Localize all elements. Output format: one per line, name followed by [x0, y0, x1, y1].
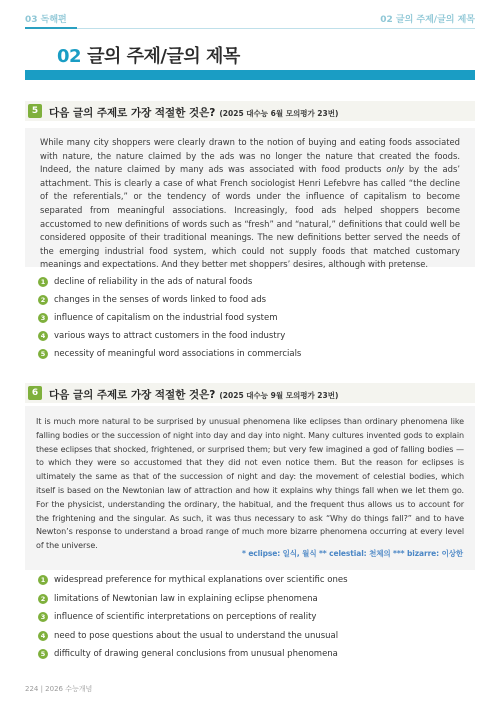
answer-choice[interactable]: [38, 575, 348, 594]
choice-number: 3: [38, 612, 48, 622]
choice-number: 2: [38, 594, 48, 604]
answer-choice[interactable]: [38, 331, 301, 349]
answer-choice[interactable]: [38, 313, 301, 331]
choice-number: 1: [38, 277, 48, 287]
choice-text: widespread preference for mythical explanations over scientific ones: [54, 575, 348, 585]
question-6-passage: [25, 406, 475, 570]
passage-text: It is much more natural to be surprised by unusual phenomena like eclipses than ordinary phenomena like falling bodies or the succession of night into day and day into night. Many cultures invented gods to explain these eclipses that shocked, frightened, or surprised them; but very few imagined a god of falling bodies — to which they were so accustomed that they did not even notice them. But the reason for eclipses is ultimately the same as that of the succession of night and day: the movement of celestial bodies, which itself is based on the Newtonian law of attraction and how it explains why things fall when we let them go. For the physicist, understanding the ordinary, the habitual, and the frequent thus allows us to account for the frightening and the singular. As such, it was thus necessary to ask “Why do things fall?” and to have Newton’s response to understand a broad range of much more bizarre phenomena occurring at every level of the universe.: [36, 417, 464, 551]
chapter-title-text: 글의 주제/글의 제목: [87, 46, 240, 67]
question-6-header: [25, 383, 475, 403]
choice-number: 2: [38, 295, 48, 305]
question-prompt: [49, 387, 338, 402]
header-divider: [25, 28, 475, 29]
question-prompt-text: 다음 글의 주제로 가장 적절한 것은?: [49, 107, 216, 119]
answer-choice[interactable]: [38, 295, 301, 313]
choice-text: decline of reliability in the ads of natural foods: [54, 277, 253, 287]
question-5-header: [25, 101, 475, 121]
title-underline-bar: [25, 70, 475, 80]
answer-choice[interactable]: [38, 631, 348, 650]
choice-text: limitations of Newtonian law in explaining eclipse phenomena: [54, 593, 318, 604]
question-prompt-text: 다음 글의 주제로 가장 적절한 것은?: [49, 389, 216, 401]
choice-text: influence of scientific interpretations on perceptions of reality: [54, 612, 317, 622]
section-label: 03 독해편: [25, 15, 67, 25]
choice-number: 4: [38, 331, 48, 341]
answer-choice[interactable]: [38, 594, 348, 613]
passage-text-a: While many city shoppers were clearly drawn to the notion of buying and eating foods associated with nature, the nature claimed by the ads was no longer the nature that created the foods. Indeed, the nature claimed by many ads was associated with food products: [40, 137, 460, 175]
choice-number: 3: [38, 313, 48, 323]
choice-number: 4: [38, 631, 48, 641]
chapter-number: 02: [57, 46, 82, 67]
choice-text: need to pose questions about the usual to understand the unusual: [54, 630, 339, 641]
question-source: (2025 대수능 9월 모의평가 23번): [219, 391, 339, 400]
question-prompt: [49, 105, 338, 120]
answer-choice[interactable]: [38, 349, 301, 367]
question-5-passage: [25, 128, 475, 270]
choice-text: changes in the senses of words linked to food ads: [54, 295, 267, 305]
answer-choice[interactable]: [38, 277, 301, 295]
choice-text: various ways to attract customers in the food industry: [54, 331, 286, 341]
choice-text: necessity of meaningful word associations in commercials: [54, 349, 302, 359]
passage-emphasis: only: [386, 164, 404, 175]
answer-choice[interactable]: [38, 649, 348, 668]
page-footer: 224 | 2026 수능개념: [25, 685, 93, 693]
topic-label: 02 글의 주제/글의 제목: [380, 15, 475, 25]
question-number-badge: 6: [28, 386, 42, 400]
question-number-badge: 5: [28, 104, 42, 118]
header-accent: [25, 27, 77, 29]
question-6-choices: [38, 575, 348, 668]
choice-number: 5: [38, 649, 48, 659]
glossary-note: * eclipse: 일식, 월식 ** celestial: 천체의 *** bizarre: 이상한: [241, 549, 463, 559]
answer-choice[interactable]: [38, 612, 348, 631]
choice-number: 1: [38, 575, 48, 585]
page-title: [57, 42, 240, 68]
choice-number: 5: [38, 349, 48, 359]
passage-text-b: by the ads’ attachment. This is clearly a case of what French sociologist Henri Lefebvre has called “the decline of the referentials,” or the tendency of words under the influence of capitalism to become separated from meaningful associations. Increasingly, food ads helped shoppers become accustomed to new definitions of words such as “fresh” and “natural,” definitions that could well be considered opposite of their traditional meanings. The new definitions better served the needs of the emerging industrial food system, which could not supply foods that matched customary meanings and expectations. And they better met shoppers’ desires, although with pretense.: [40, 164, 461, 270]
choice-text: influence of capitalism on the industrial food system: [54, 313, 278, 323]
choice-text: difficulty of drawing general conclusions from unusual phenomena: [54, 649, 338, 659]
running-header: [0, 0, 500, 30]
question-5-choices: [38, 277, 301, 367]
question-source: (2025 대수능 6월 모의평가 23번): [219, 109, 339, 118]
